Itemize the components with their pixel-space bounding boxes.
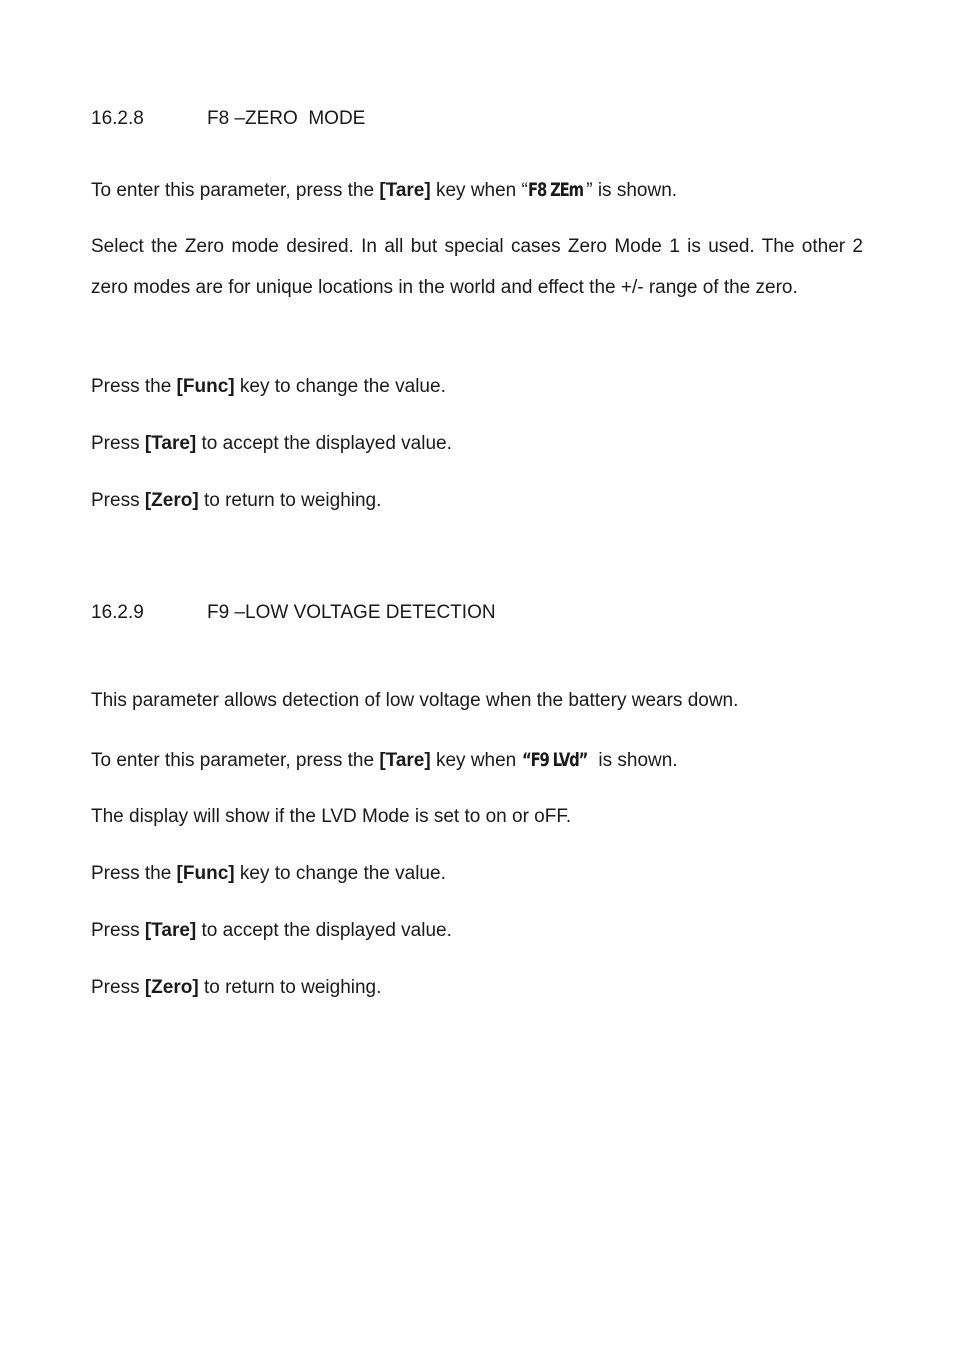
section-heading-f8 xyxy=(91,108,365,130)
func-key-label: [Func] xyxy=(176,863,235,884)
section-heading-f9 xyxy=(91,602,496,624)
display-code: “F9 LVd” xyxy=(521,749,587,771)
enter-parameter-instruction: To enter this parameter, press the [Tare] key when “F9 LVd” is shown. xyxy=(91,749,678,771)
tare-key-label: [Tare] xyxy=(379,180,431,201)
section-number: 16.2.8 xyxy=(91,108,144,129)
zero-key-instruction: Press [Zero] to return to weighing. xyxy=(91,490,382,511)
tare-key-instruction: Press [Tare] to accept the displayed value. xyxy=(91,433,452,454)
tare-key-label: [Tare] xyxy=(144,920,197,941)
func-key-instruction: Press the [Func] key to change the value. xyxy=(91,863,446,884)
zero-mode-description: Select the Zero mode desired. In all but special cases Zero Mode 1 is used. The other 2 zero modes are for unique locations in the world and effect the +/- range of the zero. xyxy=(91,236,863,298)
lvd-intro-text: This parameter allows detection of low voltage when the battery wears down. xyxy=(91,690,739,711)
tare-key-label: [Tare] xyxy=(379,750,431,771)
section-title: F8 –ZERO MODE xyxy=(207,108,366,129)
zero-key-label: [Zero] xyxy=(144,977,199,998)
tare-key-instruction: Press [Tare] to accept the displayed value. xyxy=(91,920,452,941)
func-key-label: [Func] xyxy=(176,376,235,397)
enter-parameter-instruction: To enter this parameter, press the [Tare] key when “F8 ZEm ” is shown. xyxy=(91,179,678,201)
tare-key-label: [Tare] xyxy=(144,433,197,454)
section-title: F9 –LOW VOLTAGE DETECTION xyxy=(207,602,496,623)
func-key-instruction: Press the [Func] key to change the value. xyxy=(91,376,446,397)
display-code: F8 ZEm xyxy=(527,179,583,201)
lvd-display-text: The display will show if the LVD Mode is set to on or oFF. xyxy=(91,806,572,827)
zero-key-label: [Zero] xyxy=(144,490,199,511)
section-number: 16.2.9 xyxy=(91,602,144,623)
zero-key-instruction: Press [Zero] to return to weighing. xyxy=(91,977,382,998)
